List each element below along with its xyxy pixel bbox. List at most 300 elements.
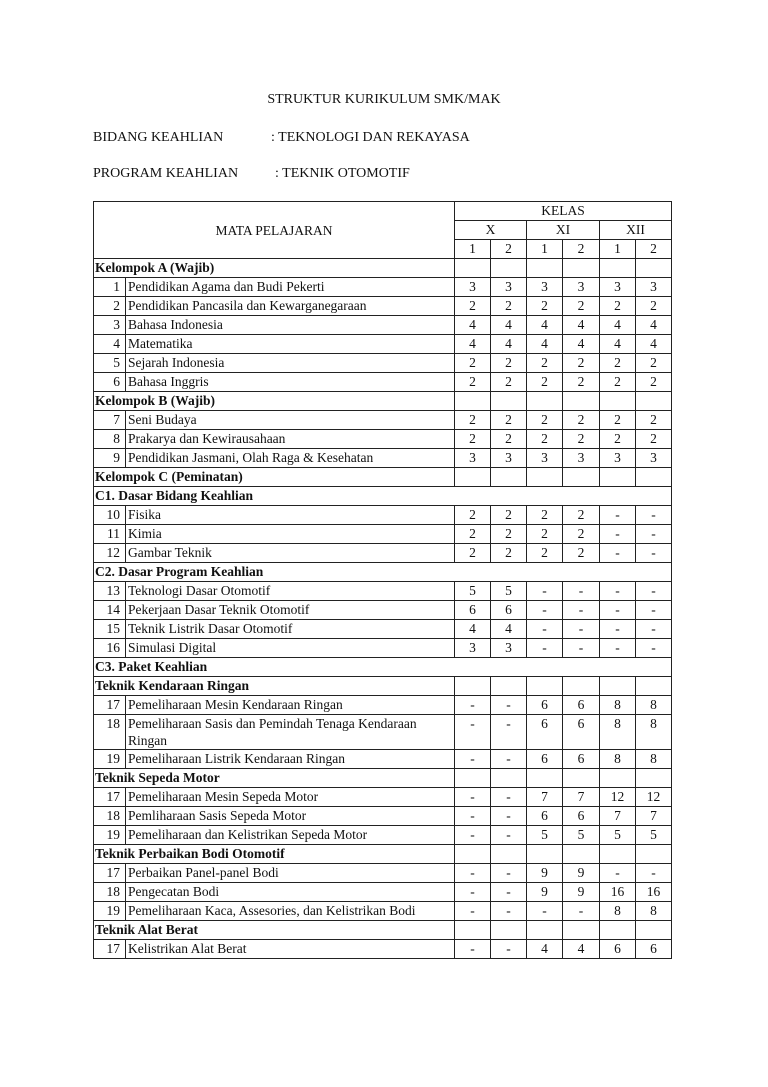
hours-cell: - xyxy=(563,902,600,921)
hours-cell: 3 xyxy=(455,278,491,297)
hours-cell: 2 xyxy=(636,297,672,316)
hours-cell: - xyxy=(455,807,491,826)
hours-cell: 9 xyxy=(527,864,563,883)
empty-cell xyxy=(455,921,491,940)
subject-row xyxy=(94,940,672,959)
empty-cell xyxy=(600,259,636,278)
subject-row xyxy=(94,449,672,468)
hours-cell: 4 xyxy=(563,335,600,354)
semester-header: 1 xyxy=(527,240,563,259)
subject-number: 12 xyxy=(94,544,126,563)
semester-header: 1 xyxy=(455,240,491,259)
section-label: C3. Paket Keahlian xyxy=(94,658,672,677)
hours-cell: - xyxy=(600,525,636,544)
subject-row xyxy=(94,335,672,354)
subject-number: 7 xyxy=(94,411,126,430)
subject-name: Seni Budaya xyxy=(126,411,455,430)
subject-number: 8 xyxy=(94,430,126,449)
hours-cell: 4 xyxy=(527,316,563,335)
hours-cell: 2 xyxy=(636,373,672,392)
hours-cell: - xyxy=(563,639,600,658)
meta-value: : TEKNIK OTOMOTIF xyxy=(275,166,410,181)
subject-number: 10 xyxy=(94,506,126,525)
subject-row xyxy=(94,411,672,430)
hours-cell: 8 xyxy=(600,715,636,750)
section-label: Kelompok C (Peminatan) xyxy=(94,468,455,487)
hours-cell: 2 xyxy=(527,411,563,430)
hours-cell: 3 xyxy=(527,278,563,297)
hours-cell: 4 xyxy=(600,316,636,335)
subject-number: 17 xyxy=(94,940,126,959)
hours-cell: 4 xyxy=(455,316,491,335)
empty-cell xyxy=(636,769,672,788)
hours-cell: - xyxy=(600,620,636,639)
empty-cell xyxy=(455,259,491,278)
section-row xyxy=(94,769,672,788)
hours-cell: 6 xyxy=(563,696,600,715)
hours-cell: - xyxy=(491,864,527,883)
subject-row xyxy=(94,902,672,921)
hours-cell: 12 xyxy=(636,788,672,807)
kelas-header: KELAS xyxy=(455,202,672,221)
subject-number: 3 xyxy=(94,316,126,335)
subject-name: Pemeliharaan Mesin Kendaraan Ringan xyxy=(126,696,455,715)
empty-cell xyxy=(563,921,600,940)
subject-number: 18 xyxy=(94,807,126,826)
subject-row xyxy=(94,373,672,392)
empty-cell xyxy=(491,468,527,487)
subject-row xyxy=(94,525,672,544)
empty-cell xyxy=(455,392,491,411)
hours-cell: 5 xyxy=(563,826,600,845)
hours-cell: 2 xyxy=(491,430,527,449)
meta-program-keahlian xyxy=(93,166,410,182)
hours-cell: 6 xyxy=(527,807,563,826)
hours-cell: - xyxy=(563,582,600,601)
empty-cell xyxy=(600,468,636,487)
hours-cell: 6 xyxy=(563,750,600,769)
subject-name: Pendidikan Agama dan Budi Pekerti xyxy=(126,278,455,297)
meta-bidang-keahlian xyxy=(93,130,470,146)
section-row xyxy=(94,259,672,278)
hours-cell: 5 xyxy=(491,582,527,601)
subject-row xyxy=(94,750,672,769)
hours-cell: 7 xyxy=(636,807,672,826)
hours-cell: 2 xyxy=(455,354,491,373)
semester-header: 1 xyxy=(600,240,636,259)
empty-cell xyxy=(563,468,600,487)
hours-cell: 2 xyxy=(600,354,636,373)
hours-cell: - xyxy=(455,788,491,807)
hours-cell: 2 xyxy=(527,506,563,525)
subject-row xyxy=(94,506,672,525)
hours-cell: 4 xyxy=(636,316,672,335)
hours-cell: 2 xyxy=(636,411,672,430)
hours-cell: 4 xyxy=(491,335,527,354)
hours-cell: - xyxy=(455,696,491,715)
hours-cell: - xyxy=(600,506,636,525)
empty-cell xyxy=(563,259,600,278)
hours-cell: 8 xyxy=(600,750,636,769)
subject-number: 1 xyxy=(94,278,126,297)
hours-cell: 2 xyxy=(600,430,636,449)
hours-cell: 2 xyxy=(491,525,527,544)
hours-cell: 6 xyxy=(527,715,563,750)
hours-cell: 2 xyxy=(491,411,527,430)
hours-cell: 16 xyxy=(636,883,672,902)
hours-cell: 2 xyxy=(455,544,491,563)
subject-number: 18 xyxy=(94,715,126,750)
hours-cell: - xyxy=(527,582,563,601)
hours-cell: 12 xyxy=(600,788,636,807)
hours-cell: 2 xyxy=(600,411,636,430)
hours-cell: 6 xyxy=(527,696,563,715)
meta-label: BIDANG KEAHLIAN xyxy=(93,130,224,145)
hours-cell: 4 xyxy=(491,316,527,335)
empty-cell xyxy=(527,392,563,411)
meta-value: : TEKNOLOGI DAN REKAYASA xyxy=(271,130,470,145)
hours-cell: 2 xyxy=(600,373,636,392)
hours-cell: 7 xyxy=(563,788,600,807)
semester-header: 2 xyxy=(563,240,600,259)
hours-cell: 4 xyxy=(527,940,563,959)
subject-row xyxy=(94,696,672,715)
subject-name: Fisika xyxy=(126,506,455,525)
hours-cell: 4 xyxy=(455,335,491,354)
hours-cell: 6 xyxy=(600,940,636,959)
hours-cell: 2 xyxy=(563,544,600,563)
hours-cell: 8 xyxy=(636,696,672,715)
subject-number: 2 xyxy=(94,297,126,316)
hours-cell: 4 xyxy=(563,940,600,959)
subject-name: Prakarya dan Kewirausahaan xyxy=(126,430,455,449)
hours-cell: 2 xyxy=(455,506,491,525)
section-label: Teknik Sepeda Motor xyxy=(94,769,455,788)
hours-cell: - xyxy=(491,940,527,959)
subject-row xyxy=(94,620,672,639)
subject-name: Simulasi Digital xyxy=(126,639,455,658)
hours-cell: 2 xyxy=(563,354,600,373)
hours-cell: 8 xyxy=(636,902,672,921)
hours-cell: 5 xyxy=(600,826,636,845)
hours-cell: - xyxy=(636,506,672,525)
section-label: Teknik Alat Berat xyxy=(94,921,455,940)
hours-cell: - xyxy=(563,601,600,620)
hours-cell: 6 xyxy=(636,940,672,959)
empty-cell xyxy=(455,769,491,788)
hours-cell: 3 xyxy=(491,639,527,658)
hours-cell: 2 xyxy=(636,430,672,449)
hours-cell: 3 xyxy=(636,449,672,468)
hours-cell: 2 xyxy=(636,354,672,373)
empty-cell xyxy=(491,677,527,696)
hours-cell: - xyxy=(527,620,563,639)
hours-cell: 2 xyxy=(455,525,491,544)
subject-number: 9 xyxy=(94,449,126,468)
hours-cell: 2 xyxy=(563,506,600,525)
subject-name: Pemeliharaan Listrik Kendaraan Ringan xyxy=(126,750,455,769)
hours-cell: - xyxy=(600,582,636,601)
hours-cell: 5 xyxy=(527,826,563,845)
subject-row xyxy=(94,807,672,826)
empty-cell xyxy=(636,259,672,278)
hours-cell: - xyxy=(527,902,563,921)
hours-cell: 4 xyxy=(527,335,563,354)
semester-header: 2 xyxy=(636,240,672,259)
subject-name: Pemeliharaan Mesin Sepeda Motor xyxy=(126,788,455,807)
hours-cell: 2 xyxy=(563,430,600,449)
empty-cell xyxy=(491,392,527,411)
hours-cell: - xyxy=(455,883,491,902)
hours-cell: 2 xyxy=(563,373,600,392)
section-label: Kelompok B (Wajib) xyxy=(94,392,455,411)
subject-name: Teknologi Dasar Otomotif xyxy=(126,582,455,601)
grade-xii-header: XII xyxy=(600,221,672,240)
hours-cell: 4 xyxy=(455,620,491,639)
hours-cell: - xyxy=(491,696,527,715)
subject-name: Pendidikan Pancasila dan Kewarganegaraan xyxy=(126,297,455,316)
hours-cell: - xyxy=(527,601,563,620)
hours-cell: - xyxy=(636,544,672,563)
subject-number: 14 xyxy=(94,601,126,620)
empty-cell xyxy=(527,259,563,278)
subject-number: 13 xyxy=(94,582,126,601)
hours-cell: 2 xyxy=(491,354,527,373)
hours-cell: 8 xyxy=(636,750,672,769)
empty-cell xyxy=(491,921,527,940)
empty-cell xyxy=(636,392,672,411)
subject-row xyxy=(94,639,672,658)
empty-cell xyxy=(491,769,527,788)
hours-cell: - xyxy=(455,902,491,921)
empty-cell xyxy=(600,392,636,411)
semester-header: 2 xyxy=(491,240,527,259)
empty-cell xyxy=(600,769,636,788)
hours-cell: - xyxy=(636,620,672,639)
hours-cell: 3 xyxy=(563,278,600,297)
hours-cell: 2 xyxy=(491,297,527,316)
hours-cell: - xyxy=(600,639,636,658)
hours-cell: 2 xyxy=(563,525,600,544)
empty-cell xyxy=(563,392,600,411)
curriculum-table xyxy=(93,201,672,959)
subject-number: 17 xyxy=(94,788,126,807)
section-label: Teknik Kendaraan Ringan xyxy=(94,677,455,696)
hours-cell: 3 xyxy=(455,449,491,468)
hours-cell: 3 xyxy=(636,278,672,297)
subject-name: Matematika xyxy=(126,335,455,354)
hours-cell: - xyxy=(455,715,491,750)
empty-cell xyxy=(636,677,672,696)
grade-xi-header: XI xyxy=(527,221,600,240)
hours-cell: - xyxy=(491,902,527,921)
section-label: Teknik Perbaikan Bodi Otomotif xyxy=(94,845,455,864)
hours-cell: - xyxy=(600,601,636,620)
hours-cell: 2 xyxy=(527,354,563,373)
hours-cell: 3 xyxy=(527,449,563,468)
hours-cell: 3 xyxy=(455,639,491,658)
hours-cell: - xyxy=(636,525,672,544)
empty-cell xyxy=(455,677,491,696)
empty-cell xyxy=(527,677,563,696)
subject-row xyxy=(94,883,672,902)
hours-cell: - xyxy=(491,807,527,826)
grade-x-header: X xyxy=(455,221,527,240)
empty-cell xyxy=(455,468,491,487)
subject-row xyxy=(94,544,672,563)
empty-cell xyxy=(491,259,527,278)
hours-cell: 4 xyxy=(563,316,600,335)
hours-cell: - xyxy=(636,601,672,620)
subject-number: 17 xyxy=(94,864,126,883)
subject-name: Pemeliharaan Kaca, Assesories, dan Kelistrikan Bodi xyxy=(126,902,455,921)
hours-cell: 5 xyxy=(636,826,672,845)
hours-cell: 8 xyxy=(636,715,672,750)
hours-cell: - xyxy=(491,750,527,769)
hours-cell: 6 xyxy=(563,715,600,750)
hours-cell: - xyxy=(636,582,672,601)
empty-cell xyxy=(563,769,600,788)
hours-cell: 4 xyxy=(600,335,636,354)
empty-cell xyxy=(600,921,636,940)
hours-cell: - xyxy=(636,639,672,658)
hours-cell: 3 xyxy=(600,278,636,297)
hours-cell: 2 xyxy=(455,297,491,316)
subject-number: 11 xyxy=(94,525,126,544)
empty-cell xyxy=(600,677,636,696)
subject-number: 5 xyxy=(94,354,126,373)
hours-cell: 2 xyxy=(455,373,491,392)
subject-row xyxy=(94,582,672,601)
hours-cell: 5 xyxy=(455,582,491,601)
hours-cell: 9 xyxy=(563,883,600,902)
empty-cell xyxy=(636,845,672,864)
section-row xyxy=(94,845,672,864)
subject-row xyxy=(94,278,672,297)
hours-cell: - xyxy=(527,639,563,658)
subject-name: Pemeliharaan Sasis dan Pemindah Tenaga Kendaraan Ringan xyxy=(126,715,455,750)
subject-name: Kimia xyxy=(126,525,455,544)
empty-cell xyxy=(527,769,563,788)
hours-cell: 6 xyxy=(563,807,600,826)
hours-cell: 6 xyxy=(455,601,491,620)
hours-cell: - xyxy=(455,750,491,769)
subject-number: 15 xyxy=(94,620,126,639)
subject-row xyxy=(94,354,672,373)
empty-cell xyxy=(527,845,563,864)
subject-number: 19 xyxy=(94,902,126,921)
hours-cell: 3 xyxy=(600,449,636,468)
subject-name: Bahasa Inggris xyxy=(126,373,455,392)
subject-row xyxy=(94,788,672,807)
table-header-row xyxy=(94,202,672,221)
subject-number: 19 xyxy=(94,826,126,845)
subject-name: Pemliharaan Sasis Sepeda Motor xyxy=(126,807,455,826)
empty-cell xyxy=(563,845,600,864)
hours-cell: - xyxy=(491,788,527,807)
section-row xyxy=(94,658,672,677)
subject-row xyxy=(94,430,672,449)
empty-cell xyxy=(636,921,672,940)
hours-cell: 2 xyxy=(527,544,563,563)
subject-row xyxy=(94,715,672,750)
subject-number: 6 xyxy=(94,373,126,392)
hours-cell: 9 xyxy=(563,864,600,883)
hours-cell: 2 xyxy=(563,411,600,430)
subject-name: Pemeliharaan dan Kelistrikan Sepeda Motor xyxy=(126,826,455,845)
hours-cell: - xyxy=(455,826,491,845)
hours-cell: 6 xyxy=(527,750,563,769)
subject-name: Pekerjaan Dasar Teknik Otomotif xyxy=(126,601,455,620)
subject-number: 17 xyxy=(94,696,126,715)
hours-cell: 2 xyxy=(527,525,563,544)
hours-cell: 2 xyxy=(491,544,527,563)
hours-cell: - xyxy=(491,883,527,902)
hours-cell: 2 xyxy=(455,430,491,449)
hours-cell: 2 xyxy=(527,430,563,449)
section-row xyxy=(94,468,672,487)
section-label: C2. Dasar Program Keahlian xyxy=(94,563,672,582)
mata-pelajaran-header: MATA PELAJARAN xyxy=(94,202,455,259)
section-row xyxy=(94,487,672,506)
hours-cell: 6 xyxy=(491,601,527,620)
hours-cell: 3 xyxy=(563,449,600,468)
table-body xyxy=(94,259,672,959)
section-row xyxy=(94,921,672,940)
subject-row xyxy=(94,297,672,316)
empty-cell xyxy=(600,845,636,864)
hours-cell: - xyxy=(636,864,672,883)
subject-number: 19 xyxy=(94,750,126,769)
hours-cell: 8 xyxy=(600,696,636,715)
subject-number: 16 xyxy=(94,639,126,658)
hours-cell: 7 xyxy=(600,807,636,826)
empty-cell xyxy=(527,468,563,487)
subject-number: 4 xyxy=(94,335,126,354)
subject-name: Pendidikan Jasmani, Olah Raga & Kesehatan xyxy=(126,449,455,468)
empty-cell xyxy=(563,677,600,696)
hours-cell: 2 xyxy=(455,411,491,430)
hours-cell: - xyxy=(455,864,491,883)
subject-name: Perbaikan Panel-panel Bodi xyxy=(126,864,455,883)
hours-cell: 3 xyxy=(491,278,527,297)
hours-cell: - xyxy=(491,826,527,845)
section-row xyxy=(94,563,672,582)
subject-name: Gambar Teknik xyxy=(126,544,455,563)
hours-cell: 16 xyxy=(600,883,636,902)
hours-cell: 2 xyxy=(527,297,563,316)
hours-cell: 4 xyxy=(636,335,672,354)
hours-cell: 9 xyxy=(527,883,563,902)
subject-row xyxy=(94,316,672,335)
empty-cell xyxy=(527,921,563,940)
hours-cell: 2 xyxy=(527,373,563,392)
hours-cell: 2 xyxy=(491,373,527,392)
hours-cell: - xyxy=(600,864,636,883)
empty-cell xyxy=(636,468,672,487)
hours-cell: - xyxy=(455,940,491,959)
subject-number: 18 xyxy=(94,883,126,902)
subject-name: Bahasa Indonesia xyxy=(126,316,455,335)
empty-cell xyxy=(455,845,491,864)
subject-name: Kelistrikan Alat Berat xyxy=(126,940,455,959)
hours-cell: 7 xyxy=(527,788,563,807)
document-title: STRUKTUR KURIKULUM SMK/MAK xyxy=(267,92,501,107)
subject-name: Pengecatan Bodi xyxy=(126,883,455,902)
section-row xyxy=(94,677,672,696)
hours-cell: 2 xyxy=(600,297,636,316)
hours-cell: - xyxy=(600,544,636,563)
